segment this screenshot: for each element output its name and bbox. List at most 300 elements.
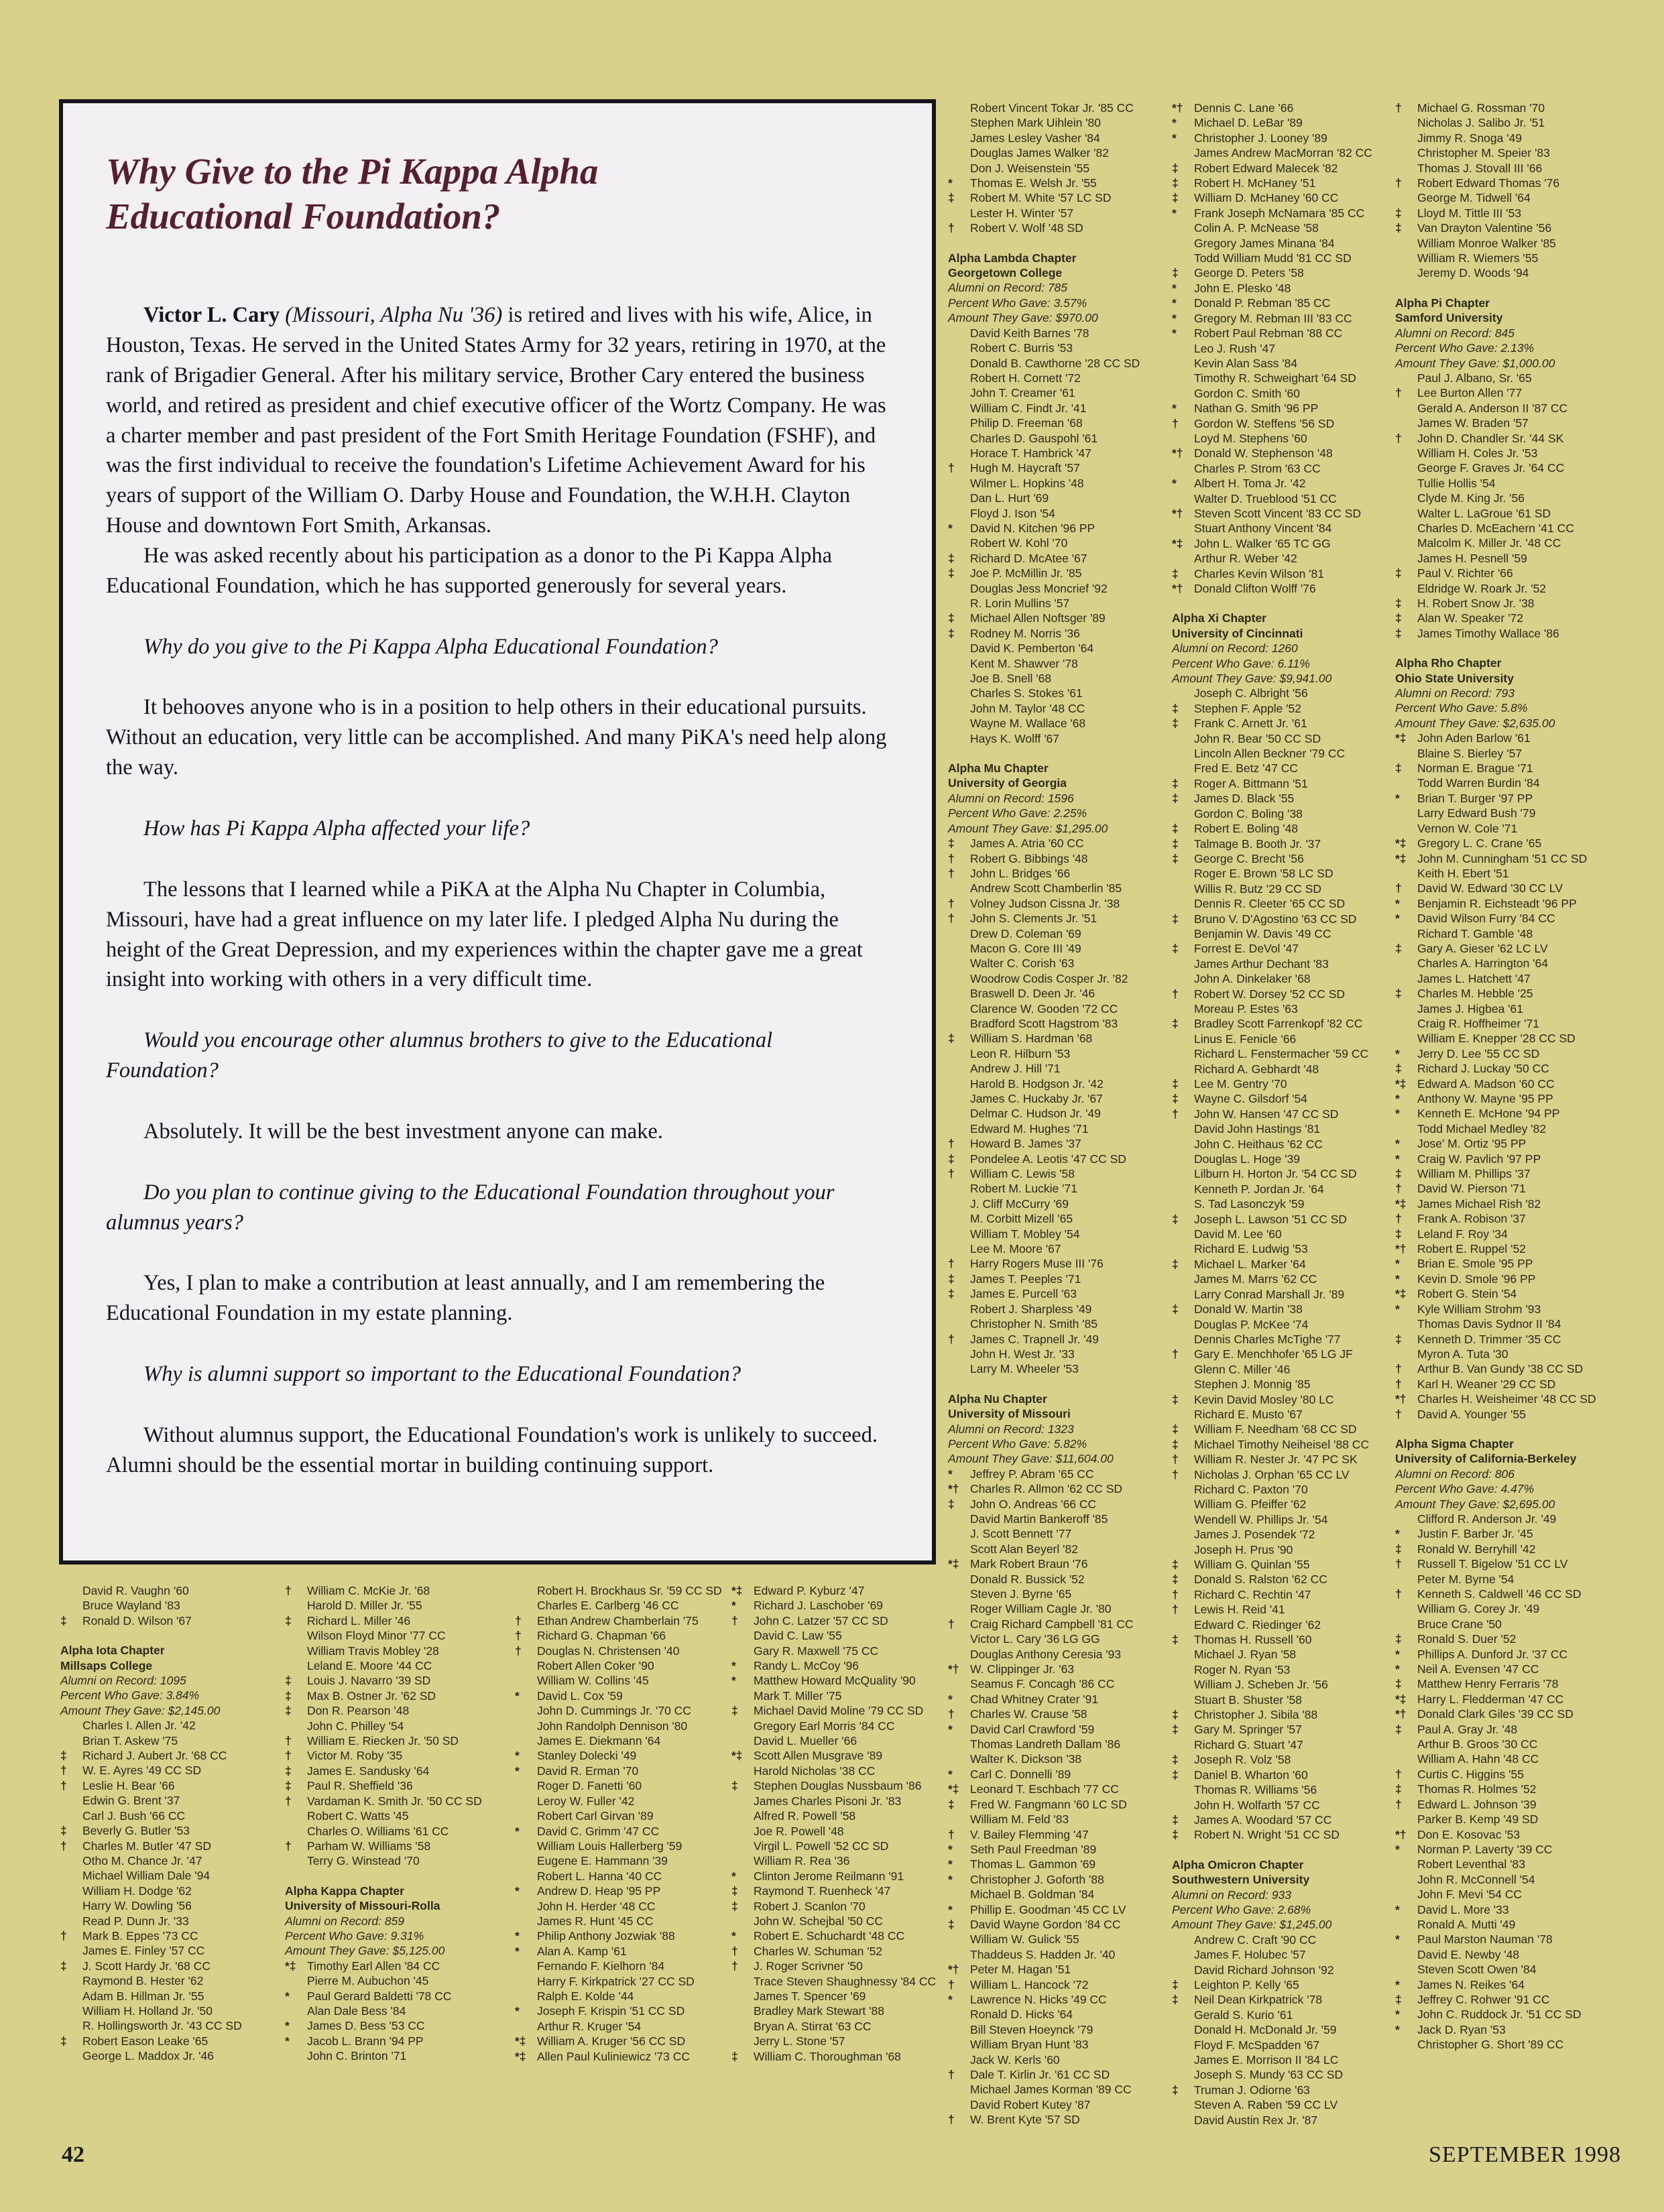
donor-marker: ‡ [1172,1302,1179,1316]
donor-marker: * [1395,1137,1400,1151]
donor-name: Charles M. Hebble '25 [1417,987,1533,1001]
donor-name: Lloyd M. Tittle III '53 [1417,206,1522,220]
donor-name: James E. Finley '57 CC [82,1944,205,1958]
donor-entry [1395,265,1620,280]
donor-entry [1395,926,1620,941]
donor-name: Christopher N. Smith '85 [970,1317,1098,1331]
donor-marker [1172,2038,1194,2052]
donor-name: Harry Rogers Muse III '76 [970,1257,1104,1271]
donor-marker [948,371,970,385]
donor-entry [1395,1782,1620,1796]
donor-name: Joe P. McMillin Jr. '85 [970,566,1082,580]
donor-marker [1172,746,1194,761]
donor-name: Steven Scott Vincent '83 CC SD [1194,506,1362,520]
donor-entry [1172,1227,1397,1241]
donor-name: James Lesley Vasher '84 [970,131,1100,145]
donor-name: Norman P. Laverty '39 CC [1417,1842,1553,1856]
donor-name: Donald B. Cawthorne '28 CC SD [970,356,1140,370]
donor-entry [1395,460,1620,475]
donor-name: Christopher J. Looney '89 [1194,131,1327,145]
donor-entry [948,1316,1173,1331]
donor-name: David Austin Rex Jr. '87 [1194,2113,1318,2127]
donor-marker: ‡ [1172,1558,1179,1571]
donor-name: Frank A. Robison '37 [1417,1212,1526,1226]
donor-marker: ‡ [948,1917,955,1931]
donor-name: Drew D. Coleman '69 [970,926,1081,940]
donor-name: Peter M. Byrne '54 [1417,1572,1514,1586]
donor-name: Donald H. McDonald Jr. '59 [1194,2023,1337,2037]
donor-entry [515,1989,740,2004]
donor-name: James E. Diekmann '64 [537,1734,661,1748]
donor-entry [285,1733,510,1748]
donor-name: Edward A. Madson '60 CC [1417,1077,1555,1091]
donor-marker [948,356,970,371]
donor-marker: * [515,1749,520,1763]
donor-marker [515,2019,537,2034]
donor-name: William Louis Hallerberg '59 [537,1839,682,1853]
donor-marker: ‡ [731,1884,738,1898]
donor-marker: *‡ [948,1557,959,1571]
chapter-title-line: Millsaps College [60,1658,153,1672]
donor-marker: † [1395,176,1402,190]
donor-name: Todd William Mudd '81 CC SD [1194,251,1352,265]
donor-name: Lawrence N. Hicks '49 CC [970,1992,1107,2006]
donor-entry [1395,236,1620,251]
donor-marker: ‡ [60,1749,67,1763]
donor-name: Charles D. McEachern '41 CC [1417,521,1574,535]
donor-marker [1395,536,1417,550]
donor-entry [948,1737,1173,1752]
donor-entry [1172,1152,1397,1166]
donor-name: David K. Pemberton '64 [970,641,1094,656]
donor-name: Alan Dale Bess '84 [307,2004,406,2018]
lead-name-bold: Victor L. Cary [143,303,286,328]
donor-name: David L. Cox '59 [537,1688,623,1703]
donor-entry [60,2004,286,2018]
article-title-line-2: Educational Foundation? [106,196,501,237]
donor-entry [1395,2007,1620,2022]
donor-entry [1172,1302,1397,1316]
donor-name: R. Lorin Mullins '57 [970,597,1070,610]
donor-entry [731,1658,957,1673]
interview-question: Do you plan to continue giving to the Educational Foundation throughout your alumnus years? [106,1180,835,1235]
chapter-stat: Alumni on Record: 933 [1172,1888,1292,1902]
donor-entry [1172,1827,1397,1842]
donor-entry [1395,446,1620,460]
donor-entry [1172,131,1397,145]
donor-entry [1395,206,1620,221]
donor-name: Ronald S. Duer '52 [1417,1632,1517,1646]
donor-entry [1395,1752,1620,1766]
donor-entry [1395,776,1620,790]
donor-marker [731,1628,754,1643]
donor-marker [1172,431,1194,446]
donor-name: Bruno V. D'Agostino '63 CC SD [1194,912,1357,926]
chapter-header [948,761,1173,836]
donor-entry [1395,1392,1620,1406]
donor-entry [1172,1482,1397,1497]
chapter-header [1395,656,1620,731]
donor-name: Steven A. Raben '59 CC LV [1194,2098,1338,2112]
donor-marker: ‡ [948,551,955,565]
donor-entry [285,1989,510,2004]
donor-marker: *‡ [285,1959,296,1973]
donor-name: Stanley Dolecki '49 [537,1749,637,1763]
donor-marker: ‡ [948,566,955,580]
donor-name: Christopher J. Goforth '88 [970,1872,1104,1886]
donor-marker [948,1046,970,1061]
donor-name: David Richard Johnson '92 [1194,1963,1334,1977]
donor-marker [1172,1737,1194,1752]
donor-marker [1172,1196,1194,1211]
donor-name: James A. Atria '60 CC [970,837,1084,851]
donor-entry [1395,1166,1620,1181]
donor-marker [1395,746,1417,761]
donor-entry [1172,791,1397,806]
donor-entry [1172,190,1397,205]
donor-name: Jerry D. Lee '55 CC SD [1417,1046,1540,1060]
donor-name: Jacob L. Brann '94 PP [307,2034,424,2048]
donor-entry [1395,176,1620,190]
donor-entry [1172,1392,1397,1407]
donor-marker: † [285,1794,292,1808]
chapter-stat: Percent Who Gave: 3.57% [948,296,1087,310]
donor-name: Albert H. Toma Jr. '42 [1194,477,1306,491]
donor-name: John L. Walker '65 TC GG [1194,536,1331,550]
donor-name: William T. Mobley '54 [970,1227,1080,1241]
donor-marker: *‡ [515,2049,526,2063]
donor-marker: † [1395,1767,1402,1781]
donor-marker: * [1395,2008,1400,2022]
donor-entry [1172,1121,1397,1136]
donor-marker: * [731,1929,736,1943]
donor-name: John Aden Barlow '61 [1417,731,1531,745]
donor-name: Seth Paul Freedman '89 [970,1842,1097,1856]
donor-entry [515,1748,740,1763]
donor-marker [60,1733,82,1748]
donor-name: Gerald S. Kurio '61 [1194,2008,1293,2022]
donor-entry [731,1899,957,1914]
donor-marker [948,716,970,731]
donor-entry [1172,1812,1397,1827]
donor-name: Gary R. Maxwell '75 CC [754,1644,879,1658]
donor-entry [1172,1737,1397,1752]
donor-entry [60,1823,286,1838]
donor-name: Walter D. Trueblood '51 CC [1194,491,1337,505]
donor-marker: ‡ [1172,266,1179,280]
donor-entry [948,326,1173,341]
donor-marker [1172,1377,1194,1392]
donor-name: Robert E. Boling '48 [1194,822,1299,836]
donor-entry [731,1583,957,1598]
donor-marker: * [285,2019,290,2033]
donor-entry [948,206,1173,221]
donor-marker: * [1395,1272,1400,1286]
donor-entry [1172,1347,1397,1361]
donor-marker [948,206,970,221]
donor-marker: * [731,1659,736,1673]
donor-name: William C. Thoroughman '68 [754,2049,901,2063]
donor-entry [948,926,1173,941]
donor-marker: ‡ [1395,1632,1402,1646]
donor-marker [948,986,970,1001]
interview-question: Why do you give to the Pi Kappa Alpha Educational Foundation? [143,634,718,659]
donor-entry [1395,821,1620,836]
donor-name: Curtis C. Higgins '55 [1417,1767,1524,1781]
donor-marker: * [731,1869,736,1883]
donor-marker: * [948,1872,953,1886]
donor-marker [285,1973,307,1988]
article-paragraph: Without alumnus support, the Educational Foundation's work is unlikely to succeed. Alumni should be the essential mortar in building continuing support. [106,1422,878,1477]
donor-marker [731,1719,754,1733]
donor-name: William M. Feld '83 [970,1812,1069,1827]
lead-rest: is retired and lives with his wife, Alice, in Houston, Texas. He served in the United States Army for 32 years, retiring in 1970, at the rank of Brigadier General. After his military service, Brother Cary entered the business world, and retired as president and chief executive officer of the Wortz Company. He was a charter member and past president of the Fort Smith Heritage Foundation (FSHF), and was the first individual to receive the foundation's Lifetime Achievement Award for his years of support of the William O. Darby House and Foundation, the W.H.H. Clayton House and downtown Fort Smith, Arkansas. [106,303,886,538]
donor-name: Gary E. Menchhofer '65 LG JF [1194,1347,1353,1361]
article-paragraphs [106,541,889,1481]
donor-marker [731,1824,754,1839]
donor-marker [60,1973,82,1988]
donor-name: James H. Pesnell '59 [1417,551,1527,565]
donor-marker [285,1644,307,1658]
donor-marker: ‡ [1172,942,1179,956]
donor-marker: *‡ [731,1584,743,1597]
donor-marker: * [948,521,953,535]
donor-entry [948,1481,1173,1496]
donor-name: David E. Newby '48 [1417,1947,1520,1961]
donor-marker [948,431,970,446]
chapter-title-line: Samford University [1395,311,1503,325]
donor-marker: * [1395,1107,1400,1121]
donor-marker [948,1211,970,1226]
donor-name: Ronald A. Mutti '49 [1417,1917,1516,1931]
donor-name: Joseph F. Krispin '51 CC SD [537,2004,685,2018]
donor-column-right-3 [1395,101,1620,2052]
donor-entry [1172,776,1397,791]
donor-name: Vernon W. Cole '71 [1417,821,1518,835]
donor-entry [948,1842,1173,1857]
donor-marker: † [948,1827,955,1841]
donor-entry [1395,1361,1620,1376]
donor-marker [948,1542,970,1556]
donor-marker [1172,2067,1194,2082]
donor-entry [285,2048,510,2063]
donor-name: Donald R. Bussick '52 [970,1572,1085,1586]
donor-marker: ‡ [1395,1992,1402,2006]
donor-marker [1395,1752,1417,1766]
donor-marker [948,1016,970,1031]
donor-column-bottom-4 [731,1583,957,2064]
donor-entry [1172,1001,1397,1016]
donor-marker [1172,926,1194,941]
donor-entry [948,911,1173,926]
donor-entry [1172,1467,1397,1482]
donor-marker [948,881,970,896]
donor-entry [1172,251,1397,265]
donor-name: Robert W. Dorsey '52 CC SD [1194,987,1346,1001]
donor-marker: † [948,1257,955,1271]
donor-entry [60,2018,286,2033]
chapter-header [1172,1857,1397,1932]
donor-marker: *‡ [731,1749,743,1763]
donor-entry [1395,1316,1620,1331]
donor-name: Larry Edward Bush '79 [1417,806,1536,820]
donor-entry [948,1752,1173,1766]
donor-name: Tullie Hollis '54 [1417,476,1496,490]
donor-name: Keith H. Ebert '51 [1417,866,1509,880]
donor-name: Paul V. Richter '66 [1417,566,1513,580]
donor-name: Robert G. Stein '54 [1417,1287,1517,1301]
donor-name: James C. Trapnell Jr. '49 [970,1332,1100,1346]
donor-entry [1172,1377,1397,1392]
donor-entry [1172,1752,1397,1767]
chapter-stat: Alumni on Record: 1596 [948,791,1074,805]
donor-name: Stephen Mark Uihlein '80 [970,116,1101,130]
donor-entry [1172,1166,1397,1181]
donor-name: Richard J. Laschober '69 [754,1599,884,1613]
chapter-title-line: Alpha Xi Chapter [1172,611,1266,625]
donor-marker [948,596,970,611]
donor-marker: ‡ [948,1497,955,1511]
donor-marker [1172,1693,1194,1707]
donor-marker [1395,1001,1417,1016]
donor-entry [1172,1527,1397,1542]
donor-entry [1395,1526,1620,1541]
chapter-header [948,1392,1173,1467]
donor-marker: * [1395,1302,1400,1316]
donor-entry [515,1974,740,1989]
donor-name: Robert Edward Malecek '82 [1194,161,1338,175]
donor-name: David Robert Kutey '87 [970,2097,1091,2111]
donor-name: Richard J. Luckay '50 CC [1417,1062,1549,1076]
donor-marker [515,1583,537,1598]
donor-entry [948,596,1173,611]
donor-entry [948,1632,1173,1646]
donor-marker [1172,1963,1194,1977]
donor-name: Gary A. Gieser '62 LC LV [1417,941,1548,955]
chapter-title-line: University of Missouri-Rolla [285,1899,440,1913]
donor-entry [948,1512,1173,1526]
donor-name: James F. Holubec '57 [1194,1948,1306,1962]
donor-entry [948,551,1173,566]
donor-marker [60,2048,82,2063]
donor-marker: ‡ [1172,1077,1179,1091]
donor-entry [515,1658,740,1673]
donor-marker [1172,1947,1194,1962]
donor-marker: * [515,2004,520,2018]
donor-marker: ‡ [1172,717,1179,731]
donor-entry [948,1902,1173,1917]
article-box [59,99,936,1564]
donor-entry [1172,971,1397,986]
donor-marker [1395,1347,1417,1361]
donor-name: J. Scott Bennett '77 [970,1527,1072,1541]
donor-name: Arthur R. Kruger '54 [537,2019,642,2033]
donor-entry [948,1827,1173,1842]
donor-name: David M. Lee '60 [1194,1227,1282,1241]
chapter-stat: Percent Who Gave: 4.47% [1395,1482,1535,1496]
donor-entry [515,1644,740,1658]
donor-entry [1395,551,1620,566]
donor-name: David R. Vaughn '60 [82,1584,189,1597]
donor-name: James E. Purcell '63 [970,1287,1077,1301]
donor-name: John F. Mevi '54 CC [1417,1888,1523,1902]
donor-name: William C. McKie Jr. '68 [307,1584,430,1597]
donor-entry [1395,1977,1620,1992]
donor-name: John H. Herder '48 CC [537,1899,656,1913]
donor-marker [1172,1287,1194,1302]
donor-marker: * [1172,116,1177,130]
donor-marker [60,1793,82,1808]
donor-name: Harold Nicholas '38 CC [754,1764,876,1778]
donor-marker [1172,1662,1194,1677]
donor-marker: * [948,1842,953,1856]
donor-name: George C. Brecht '56 [1194,851,1304,865]
donor-column-right-2 [1172,101,1397,2128]
donor-marker [948,341,970,355]
donor-name: John O. Andreas '66 CC [970,1497,1097,1511]
donor-entry [1395,1827,1620,1842]
donor-entry [948,341,1173,355]
donor-marker: *† [948,1482,959,1496]
donor-entry [1172,1452,1397,1467]
donor-entry [515,1853,740,1868]
article-paragraph: It behooves anyone who is in a position to help others in their educational pursuits. Without an education, very little can be accomplished. And many PiKA's need help along the way. [106,695,887,780]
donor-entry [948,385,1173,400]
donor-marker: *† [1172,582,1183,595]
donor-name: Charles Kevin Wilson '81 [1194,566,1324,580]
donor-name: Russell T. Bigelow '51 CC LV [1417,1557,1568,1571]
donor-marker [1395,971,1417,986]
donor-marker: * [731,1599,736,1613]
donor-entry [1395,145,1620,160]
donor-marker [1172,551,1194,566]
donor-marker: ‡ [1172,1573,1179,1587]
donor-name: Adam B. Hillman Jr. '55 [82,1989,204,2003]
donor-name: Lilburn H. Horton Jr. '54 CC SD [1194,1167,1357,1181]
donor-name: John D. Cummings Jr. '70 CC [537,1704,691,1718]
donor-name: Hugh M. Haycraft '57 [970,461,1080,475]
chapter-stat: Alumni on Record: 785 [948,281,1068,295]
donor-name: Harry W. Dowling '56 [82,1899,192,1913]
donor-entry [1395,596,1620,611]
donor-entry [1395,1722,1620,1737]
donor-entry [1395,1707,1620,1721]
chapter-stat: Alumni on Record: 1260 [1172,641,1298,656]
donor-name: Christopher G. Short '89 CC [1417,2038,1564,2052]
donor-entry [1172,881,1397,896]
donor-name: Phillip E. Goodman '45 CC LV [970,1902,1126,1916]
donor-name: Arthur R. Weber '42 [1194,552,1297,566]
donor-marker: † [731,1959,738,1973]
donor-entry [1172,1437,1397,1452]
donor-name: Pondelee A. Leotis '47 CC SD [970,1152,1126,1166]
donor-entry [948,1001,1173,1016]
donor-marker: * [1395,1647,1400,1661]
donor-marker [1172,221,1194,235]
donor-name: William C. Findt Jr. '41 [970,401,1087,415]
donor-entry [1172,371,1397,385]
donor-name: Stuart Anthony Vincent '84 [1194,521,1332,536]
donor-entry [731,1598,957,1613]
donor-name: Neil Dean Kirkpatrick '78 [1194,1993,1323,2007]
donor-marker [1395,1572,1417,1587]
article-lead-paragraph [106,300,889,541]
donor-name: Harry L. Fledderman '47 CC [1417,1692,1564,1706]
donor-entry [1172,176,1397,190]
donor-marker [948,1526,970,1541]
donor-name: Douglas James Walker '82 [970,146,1109,160]
donor-marker: ‡ [285,1674,292,1688]
